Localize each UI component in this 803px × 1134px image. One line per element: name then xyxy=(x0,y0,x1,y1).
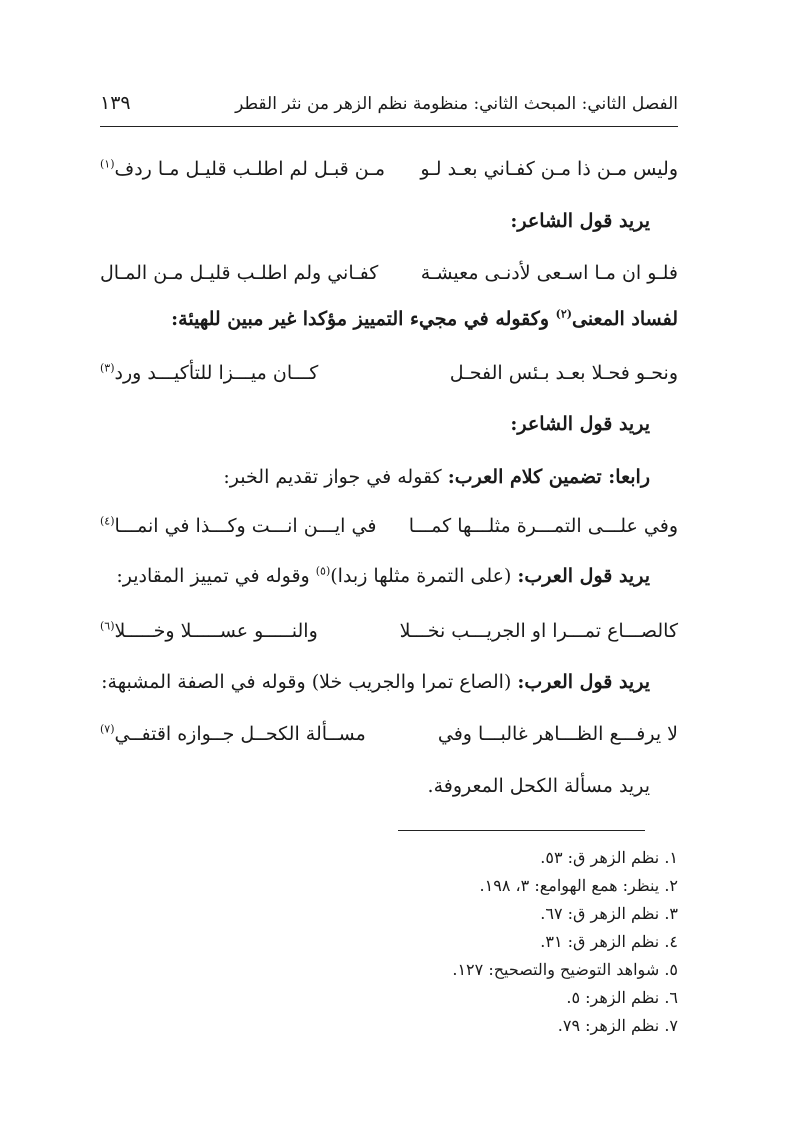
arab-saying-rest-1: وقوله في تمييز المقادير: xyxy=(116,565,316,587)
verse-3-second-hemistich xyxy=(100,362,318,385)
verse-4-second-text: في ايـــن انـــت وكـــذا في انمـــا xyxy=(114,515,377,537)
footnote-7: ٧. نظم الزهر: ٧٩. xyxy=(557,1016,678,1035)
closing-line: يريد مسألة الكحل المعروفة. xyxy=(427,775,650,797)
arab-saying-line-1 xyxy=(116,565,650,588)
paragraph-line-1-a: لفساد المعنى xyxy=(571,308,678,330)
verse-5-second-text: والنـــــو عســـــلا وخـــــلا xyxy=(114,620,318,642)
paragraph-line-1 xyxy=(171,308,678,331)
arab-saying-text-1: (على التمرة مثلها زبدا) xyxy=(330,565,518,587)
verse-6-first-hemistich: لا يرفـــع الظـــاهر غالبـــا وفي xyxy=(437,723,678,745)
poet-quote-intro-1: يريد قول الشاعر: xyxy=(510,210,650,232)
verse-3-second-text: كـــان ميـــزا للتأكيـــد ورد xyxy=(114,362,319,384)
section-heading-line xyxy=(223,466,650,489)
verse-5-second-hemistich xyxy=(100,620,318,643)
verse-4-second-hemistich xyxy=(100,515,376,538)
footnote-1: ١. نظم الزهر ق: ٥٣. xyxy=(540,848,678,867)
verse-1-second-text: مـن قبـل لم اطلـب قليـل مـا ردف xyxy=(114,158,386,180)
verse-2-first-hemistich: فلـو ان مـا اسـعى لأدنـى معيشـة xyxy=(420,262,678,284)
footnote-ref-4[interactable]: (٤) xyxy=(100,514,115,528)
arab-saying-line-2 xyxy=(101,671,650,694)
verse-1-second-hemistich xyxy=(100,158,385,181)
page-number: ١٣٩ xyxy=(100,92,131,114)
paragraph-line-1-b: وكقوله في مجيء التمييز مؤكدا غير مبين للهيئة: xyxy=(171,308,556,330)
verse-4-first-hemistich: وفي علـــى التمـــرة مثلـــها كمـــا xyxy=(408,515,678,537)
arab-saying-rest-2: (الصاع تمرا والجريب خلا) وقوله في الصفة المشبهة: xyxy=(101,671,518,693)
header-title: الفصل الثاني: المبحث الثاني: منظومة نظم الزهر من نثر القطر xyxy=(235,94,678,114)
footnote-ref-5[interactable]: (٥) xyxy=(315,564,331,578)
verse-2-second-hemistich: كفـاني ولم اطلـب قليـل مـن المـال xyxy=(100,262,379,284)
verse-6-second-text: مســألة الكحــل جــوازه اقتفــي xyxy=(114,723,366,745)
footnote-6: ٦. نظم الزهر: ٥. xyxy=(566,988,678,1007)
footnote-2: ٢. ينظر: همع الهوامع: ٣، ١٩٨. xyxy=(479,876,678,895)
footnote-3: ٣. نظم الزهر ق: ٦٧. xyxy=(540,904,678,923)
footnote-4: ٤. نظم الزهر ق: ٣١. xyxy=(540,932,678,951)
footnote-ref-1[interactable]: (١) xyxy=(100,157,115,171)
section-heading-rest: كقوله في جواز تقديم الخبر: xyxy=(223,466,448,488)
verse-1-first-hemistich: وليس مـن ذا مـن كفـاني بعـد لـو xyxy=(420,158,678,180)
running-header xyxy=(100,90,678,127)
footnote-ref-7[interactable]: (٧) xyxy=(100,722,115,736)
poet-quote-intro-2: يريد قول الشاعر: xyxy=(510,413,650,435)
verse-5-first-hemistich: كالصـــاع تمـــرا او الجريـــب نخـــلا xyxy=(399,620,678,642)
footnote-ref-3[interactable]: (٣) xyxy=(100,361,115,375)
verse-6-second-hemistich xyxy=(100,723,366,746)
arab-saying-intro-2: يريد قول العرب: xyxy=(517,671,650,693)
arab-saying-intro-1: يريد قول العرب: xyxy=(517,565,650,587)
footnote-divider xyxy=(398,830,645,831)
section-heading-bold: رابعا: تضمين كلام العرب: xyxy=(447,466,650,488)
footnote-ref-6[interactable]: (٦) xyxy=(100,619,115,633)
footnote-5: ٥. شواهد التوضيح والتصحيح: ١٢٧. xyxy=(452,960,678,979)
footnote-ref-2[interactable]: (٢) xyxy=(555,307,572,321)
verse-3-first-hemistich: ونحـو فحـلا بعـد بـئس الفحـل xyxy=(449,362,678,384)
